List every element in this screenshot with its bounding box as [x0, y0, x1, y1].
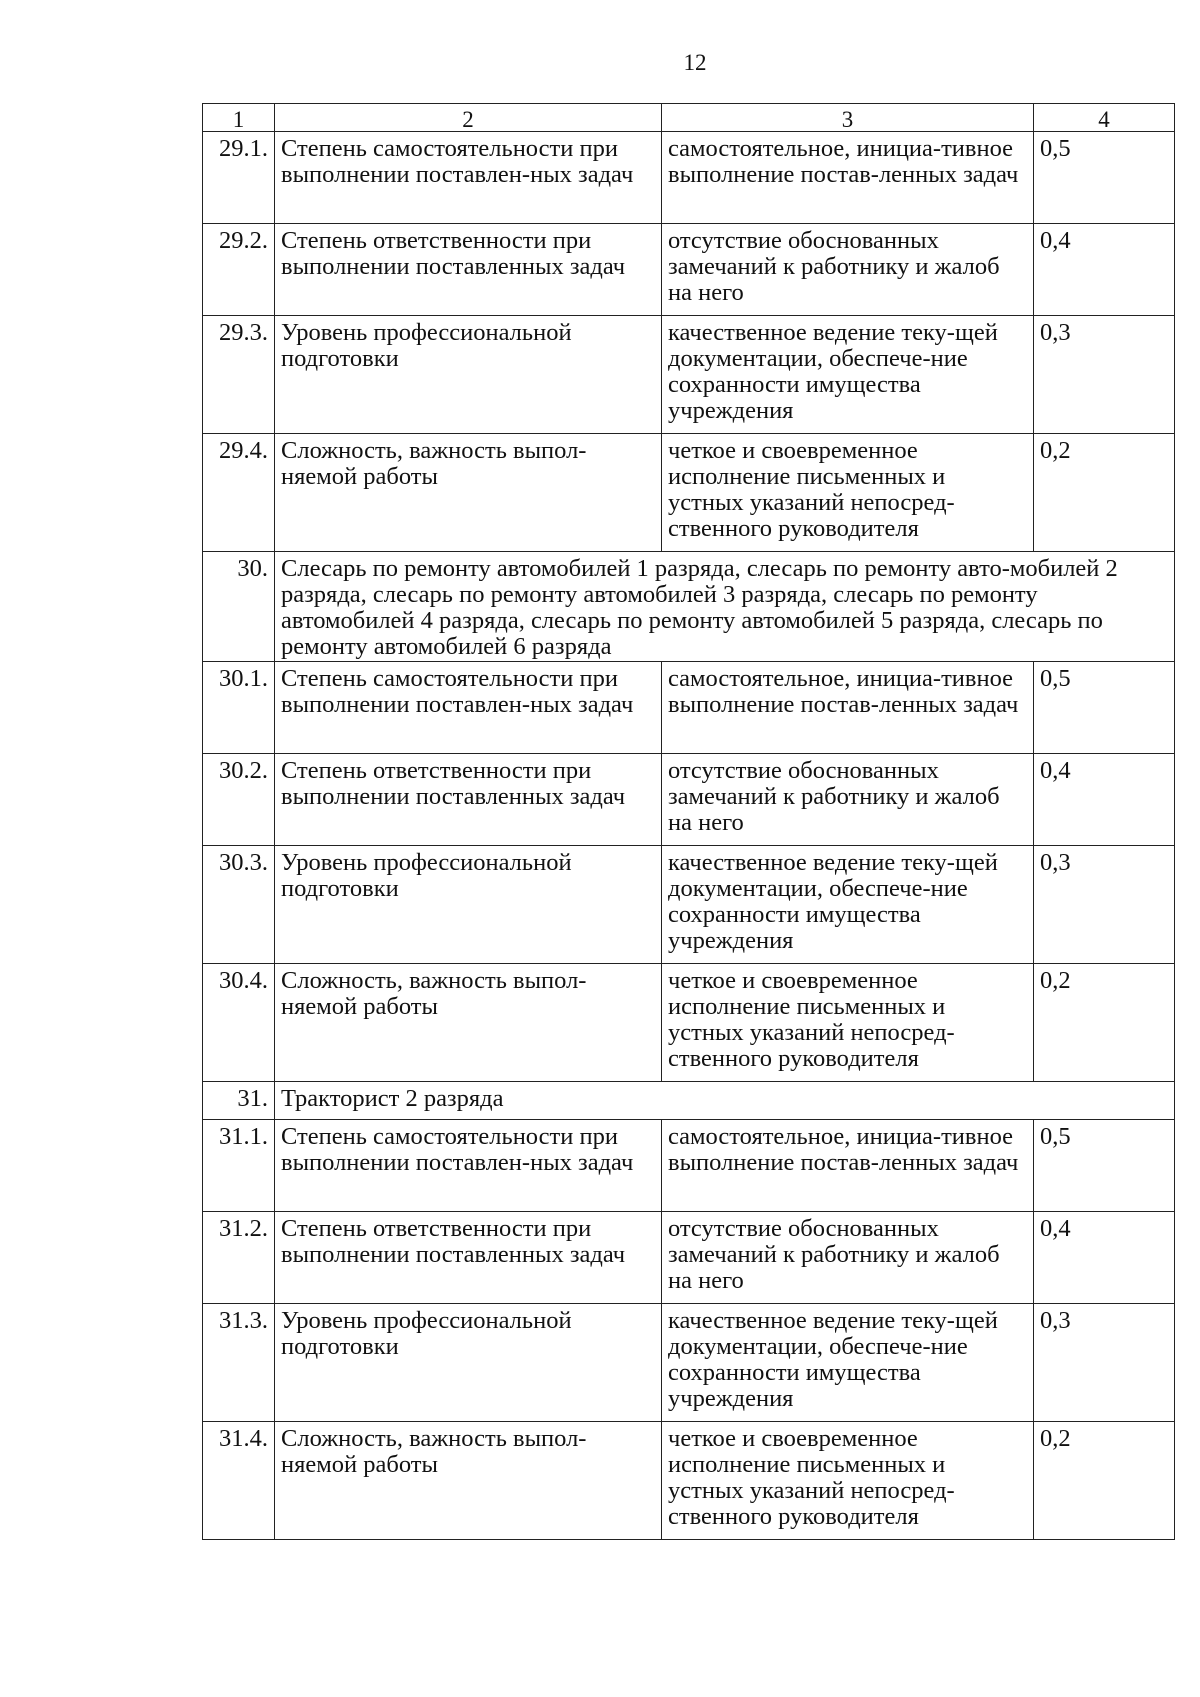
row-number: 30.2. [203, 754, 275, 846]
table-row [203, 662, 1175, 754]
row-number: 29.4. [203, 434, 275, 552]
condition-cell: четкое и своевременное исполнение письменных и устных указаний непосред-ственного руководителя [662, 964, 1034, 1082]
criterion-cell: Уровень профессиональной подготовки [275, 1304, 662, 1422]
criterion-cell: Степень самостоятельности при выполнении поставлен-ных задач [275, 662, 662, 754]
table-row [203, 434, 1175, 552]
column-header: 3 [662, 104, 1034, 132]
table-row [203, 754, 1175, 846]
table-row [203, 964, 1175, 1082]
section-title: Тракторист 2 разряда [275, 1082, 1175, 1120]
row-number: 30.4. [203, 964, 275, 1082]
value-cell: 0,4 [1034, 754, 1175, 846]
condition-cell: качественное ведение теку-щей документации, обеспече-ние сохранности имущества учреждения [662, 846, 1034, 964]
value-cell: 0,4 [1034, 224, 1175, 316]
page-number: 12 [683, 50, 707, 75]
section-row [203, 552, 1175, 662]
criterion-cell: Степень самостоятельности при выполнении поставлен-ных задач [275, 132, 662, 224]
condition-cell: самостоятельное, инициа-тивное выполнение постав-ленных задач [662, 1120, 1034, 1212]
column-header: 1 [203, 104, 275, 132]
section-number: 30. [203, 552, 275, 662]
criterion-cell: Степень ответственности при выполнении поставленных задач [275, 1212, 662, 1304]
value-cell: 0,3 [1034, 846, 1175, 964]
condition-cell: четкое и своевременное исполнение письменных и устных указаний непосред-ственного руководителя [662, 1422, 1034, 1540]
condition-cell: самостоятельное, инициа-тивное выполнение постав-ленных задач [662, 662, 1034, 754]
value-cell: 0,5 [1034, 662, 1175, 754]
section-title: Слесарь по ремонту автомобилей 1 разряда, слесарь по ремонту авто-мобилей 2 разряда, слесарь по ремонту автомобилей 3 разряда, слесарь по ремонту автомобилей 4 разряда, слесарь по ремонту автомобилей 5 разряда, слесарь по ремонту автомобилей 6 разряда [275, 552, 1175, 662]
table-row [203, 1304, 1175, 1422]
value-cell: 0,2 [1034, 964, 1175, 1082]
condition-cell: качественное ведение теку-щей документации, обеспече-ние сохранности имущества учреждения [662, 316, 1034, 434]
value-cell: 0,3 [1034, 1304, 1175, 1422]
condition-cell: самостоятельное, инициа-тивное выполнение постав-ленных задач [662, 132, 1034, 224]
row-number: 29.1. [203, 132, 275, 224]
value-cell: 0,2 [1034, 434, 1175, 552]
section-row [203, 1082, 1175, 1120]
condition-cell: четкое и своевременное исполнение письменных и устных указаний непосред-ственного руководителя [662, 434, 1034, 552]
criterion-cell: Степень ответственности при выполнении поставленных задач [275, 224, 662, 316]
table-header-row [203, 104, 1175, 132]
table-row [203, 1120, 1175, 1212]
value-cell: 0,2 [1034, 1422, 1175, 1540]
row-number: 31.1. [203, 1120, 275, 1212]
column-header: 2 [275, 104, 662, 132]
criterion-cell: Сложность, важность выпол-няемой работы [275, 964, 662, 1082]
row-number: 30.3. [203, 846, 275, 964]
table-row [203, 224, 1175, 316]
criterion-cell: Уровень профессиональной подготовки [275, 846, 662, 964]
row-number: 31.4. [203, 1422, 275, 1540]
column-header: 4 [1034, 104, 1175, 132]
criteria-table [202, 103, 1175, 1540]
value-cell: 0,3 [1034, 316, 1175, 434]
section-number: 31. [203, 1082, 275, 1120]
table-row [203, 132, 1175, 224]
table-row [203, 1422, 1175, 1540]
table-row [203, 846, 1175, 964]
table-row [203, 1212, 1175, 1304]
row-number: 29.3. [203, 316, 275, 434]
row-number: 29.2. [203, 224, 275, 316]
criterion-cell: Уровень профессиональной подготовки [275, 316, 662, 434]
value-cell: 0,5 [1034, 1120, 1175, 1212]
condition-cell: отсутствие обоснованных замечаний к работнику и жалоб на него [662, 224, 1034, 316]
condition-cell: отсутствие обоснованных замечаний к работнику и жалоб на него [662, 1212, 1034, 1304]
criterion-cell: Сложность, важность выпол-няемой работы [275, 434, 662, 552]
condition-cell: качественное ведение теку-щей документации, обеспече-ние сохранности имущества учреждения [662, 1304, 1034, 1422]
row-number: 31.2. [203, 1212, 275, 1304]
value-cell: 0,4 [1034, 1212, 1175, 1304]
condition-cell: отсутствие обоснованных замечаний к работнику и жалоб на него [662, 754, 1034, 846]
criterion-cell: Степень самостоятельности при выполнении поставлен-ных задач [275, 1120, 662, 1212]
criterion-cell: Степень ответственности при выполнении поставленных задач [275, 754, 662, 846]
row-number: 30.1. [203, 662, 275, 754]
row-number: 31.3. [203, 1304, 275, 1422]
value-cell: 0,5 [1034, 132, 1175, 224]
table-row [203, 316, 1175, 434]
criterion-cell: Сложность, важность выпол-няемой работы [275, 1422, 662, 1540]
